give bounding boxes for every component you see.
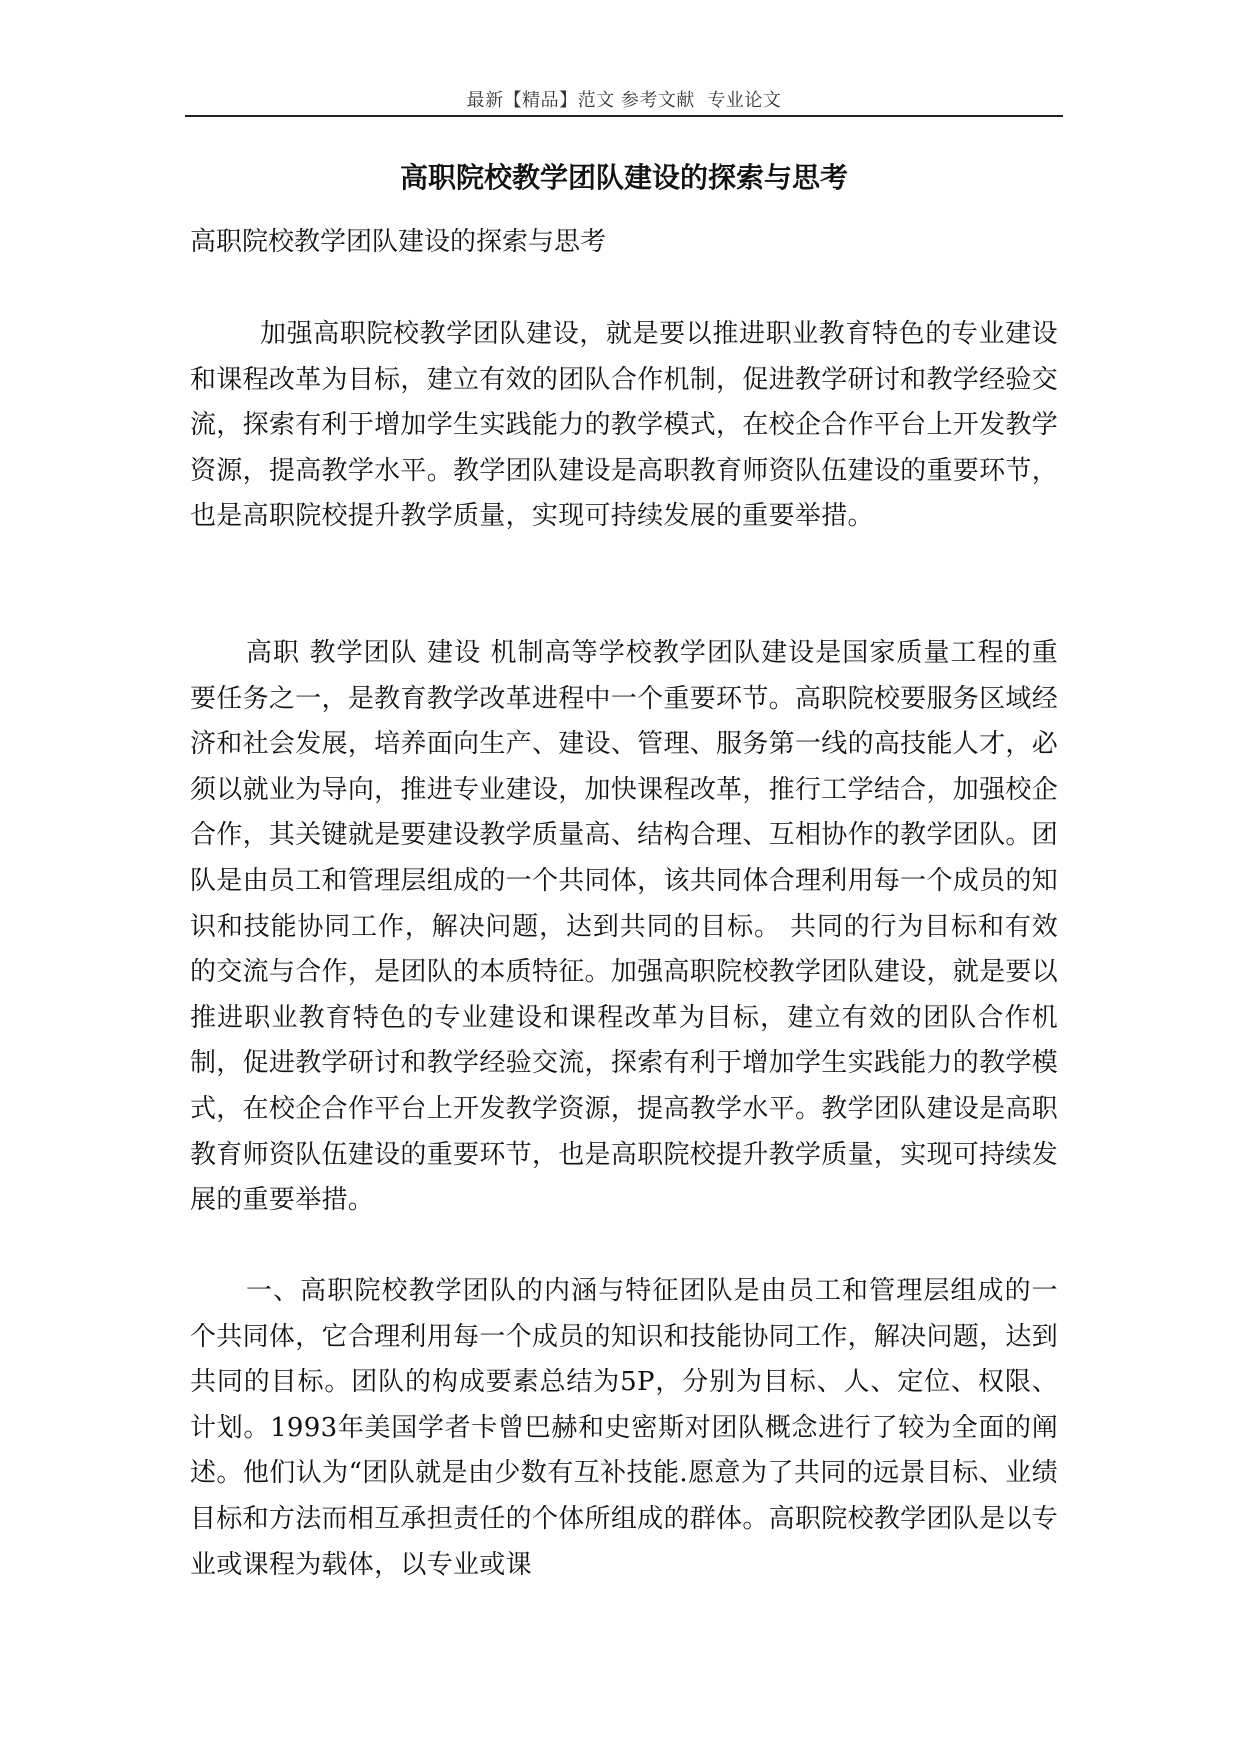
paragraph-1: 加强高职院校教学团队建设，就是要以推进职业教育特色的专业建设和课程改革为目标，建立有效的团队合作机制，促进教学研讨和教学经验交流，探索有利于增加学生实践能力的教学模式，在校企合作平台上开发教学资源，提高教学水平。教学团队建设是高职教育师资队伍建设的重要环节，也是高职院校提升教学质量，实现可持续发展的重要举措。 — [190, 319, 1058, 532]
header-divider — [185, 115, 1063, 117]
paragraph-3: 一、高职院校教学团队的内涵与特征团队是由员工和管理层组成的一个共同体，它合理利用每一个成员的知识和技能协同工作，解决问题，达到共同的目标。团队的构成要素总结为5P，分别为目标、人、定位、权限、计划。1993年美国学者卡曾巴赫和史密斯对团队概念进行了较为全面的阐述。他们认为“团队就是由少数有互补技能.愿意为了共同的远景目标、业绩目标和方法而相互承担责任的个体所组成的群体。高职院校教学团队是以专业或课程为载体，以专业或课 — [190, 1276, 1058, 1580]
document-subtitle: 高职院校教学团队建设的探索与思考 — [190, 227, 607, 257]
paragraph-2: 高职 教学团队 建设 机制高等学校教学团队建设是国家质量工程的重要任务之一，是教育教学改革进程中一个重要环节。高职院校要服务区域经济和社会发展，培养面向生产、建设、管理、服务第一线的高技能人才，必须以就业为导向，推进专业建设，加快课程改革，推行工学结合，加强校企合作，其关键就是要建设教学质量高、结构合理、互相协作的教学团队。团队是由员工和管理层组成的一个共同体，该共同体合理利用每一个成员的知识和技能协同工作，解决问题，达到共同的目标。 共同的行为目标和有效的交流与合作，是团队的本质特征。加强高职院校教学团队建设，就是要以推进职业教育特色的专业建设和课程改革为目标，建立有效的团队合作机制，促进教学研讨和教学经验交流，探索有利于增加学生实践能力的教学模式，在校企合作平台上开发教学资源，提高教学水平。教学团队建设是高职教育师资队伍建设的重要环节，也是高职院校提升教学质量，实现可持续发展的重要举措。 — [190, 638, 1058, 1216]
page-header: 最新【精品】范文 参考文献 专业论文 — [466, 90, 782, 111]
document-title: 高职院校教学团队建设的探索与思考 — [399, 161, 848, 194]
